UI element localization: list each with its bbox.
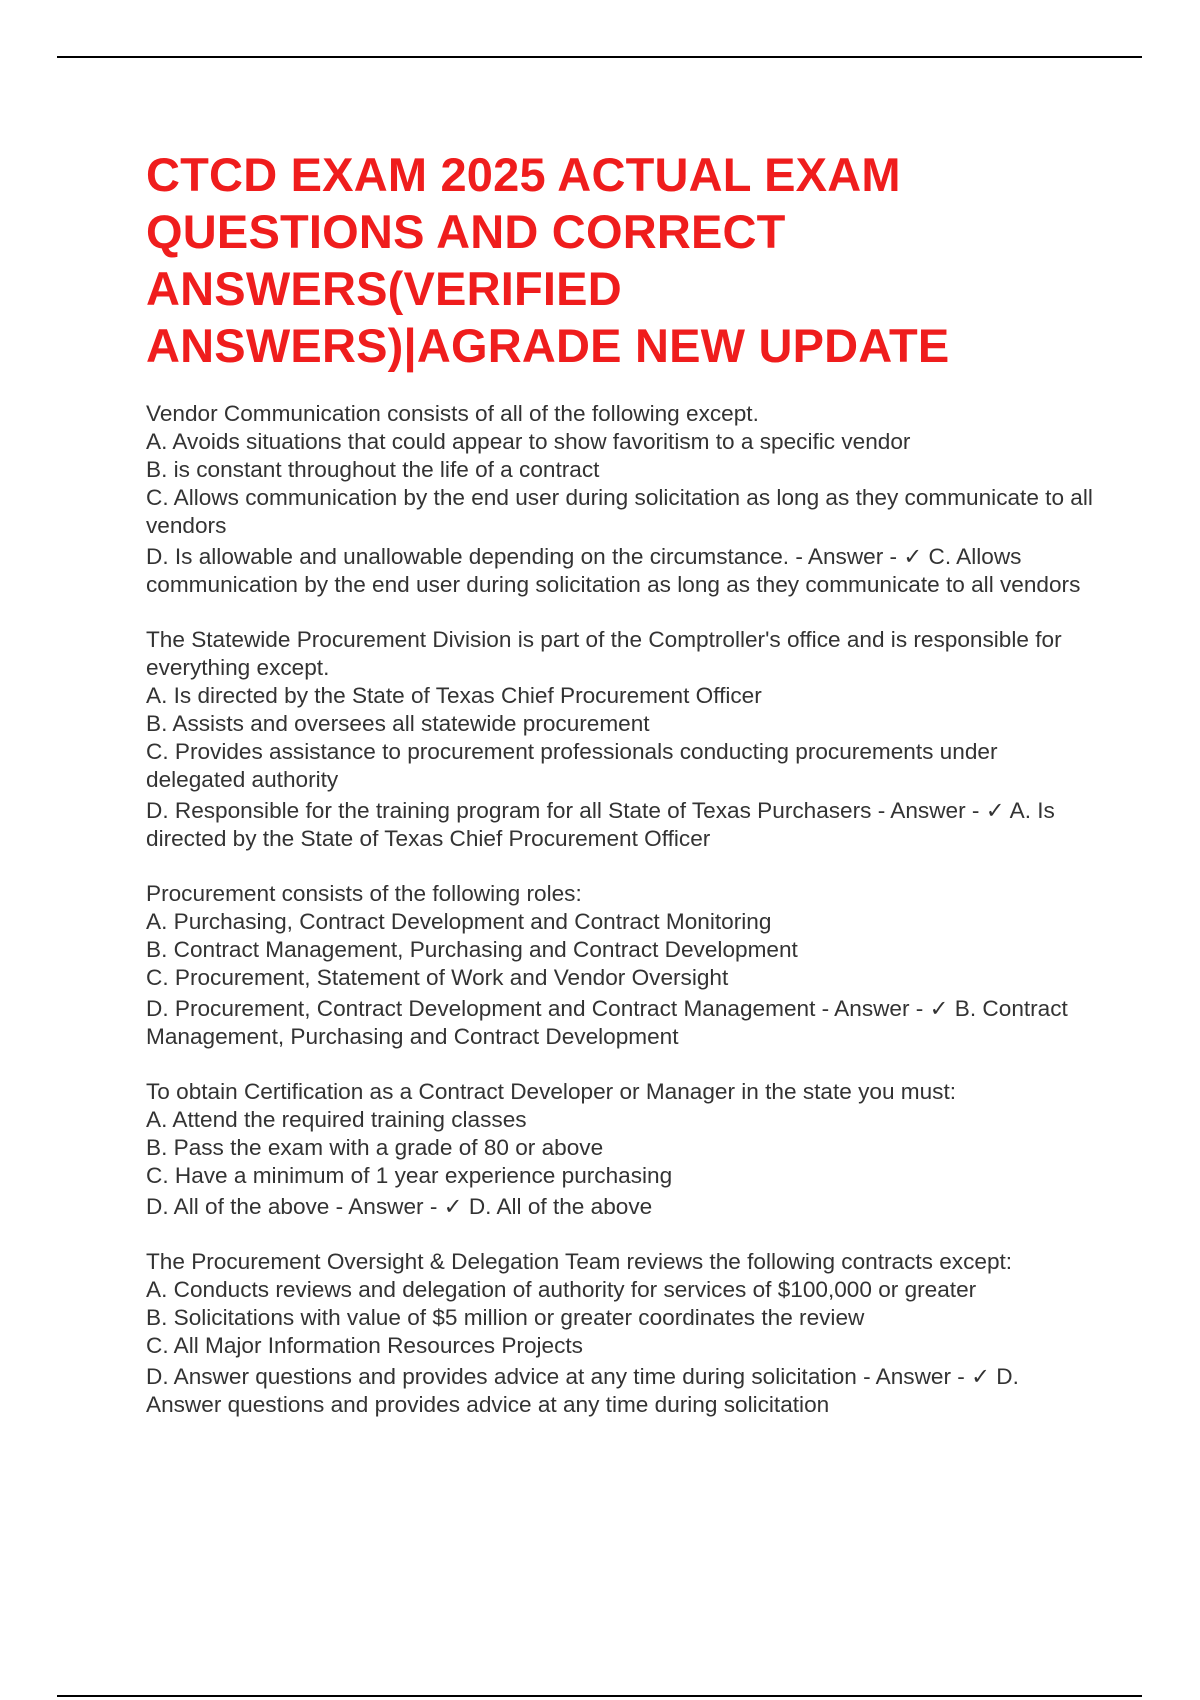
document-title: CTCD EXAM 2025 ACTUAL EXAM QUESTIONS AND CORRECT ANSWERS(VERIFIED ANSWERS)|AGRADE NEW UPDATE <box>146 148 950 372</box>
option-d-with-answer: D. All of the above - Answer - ✓ D. All of the above <box>146 1194 653 1219</box>
option-c: C. Have a minimum of 1 year experience purchasing <box>146 1163 673 1188</box>
question-block-5 <box>146 1248 1096 1419</box>
option-a: A. Is directed by the State of Texas Chief Procurement Officer <box>146 683 762 708</box>
option-c: C. Procurement, Statement of Work and Vendor Oversight <box>146 965 729 990</box>
option-a: A. Purchasing, Contract Development and Contract Monitoring <box>146 909 772 934</box>
question-text: To obtain Certification as a Contract Developer or Manager in the state you must: <box>146 1079 957 1104</box>
option-d-with-answer: D. Responsible for the training program for all State of Texas Purchasers - Answer - ✓ A. Is directed by the State of Texas Chief Procurement Officer <box>146 798 1055 851</box>
question-block-3 <box>146 880 1096 1051</box>
question-text: Procurement consists of the following roles: <box>146 881 582 906</box>
option-d-with-answer: D. Procurement, Contract Development and Contract Management - Answer - ✓ B. Contract Management, Purchasing and Contract Development <box>146 996 1068 1049</box>
question-text: The Statewide Procurement Division is part of the Comptroller's office and is responsible for everything except. <box>146 627 1062 680</box>
document-body <box>146 146 1096 1446</box>
option-a: A. Avoids situations that could appear to show favoritism to a specific vendor <box>146 429 911 454</box>
option-b: B. Pass the exam with a grade of 80 or above <box>146 1135 604 1160</box>
option-c: C. All Major Information Resources Projects <box>146 1333 583 1358</box>
option-c: C. Allows communication by the end user during solicitation as long as they communicate to all vendors <box>146 485 1093 538</box>
option-d-with-answer: D. Answer questions and provides advice at any time during solicitation - Answer - ✓ D. Answer questions and provides advice at any time during solicitation <box>146 1364 1019 1417</box>
option-b: B. Assists and oversees all statewide procurement <box>146 711 650 736</box>
question-text: Vendor Communication consists of all of the following except. <box>146 401 759 426</box>
option-b: B. Contract Management, Purchasing and Contract Development <box>146 937 798 962</box>
question-block-2 <box>146 626 1096 853</box>
option-a: A. Attend the required training classes <box>146 1107 527 1132</box>
question-text: The Procurement Oversight & Delegation Team reviews the following contracts except: <box>146 1249 1013 1274</box>
option-c: C. Provides assistance to procurement professionals conducting procurements under delegated authority <box>146 739 998 792</box>
question-block-1 <box>146 400 1096 599</box>
option-b: B. is constant throughout the life of a contract <box>146 457 600 482</box>
option-a: A. Conducts reviews and delegation of authority for services of $100,000 or greater <box>146 1277 977 1302</box>
question-block-4 <box>146 1078 1096 1221</box>
option-b: B. Solicitations with value of $5 million or greater coordinates the review <box>146 1305 865 1330</box>
bottom-divider <box>57 1695 1142 1697</box>
top-divider <box>57 56 1142 58</box>
option-d-with-answer: D. Is allowable and unallowable depending on the circumstance. - Answer - ✓ C. Allows communication by the end user during solicitation as long as they communicate to all vendors <box>146 544 1081 597</box>
